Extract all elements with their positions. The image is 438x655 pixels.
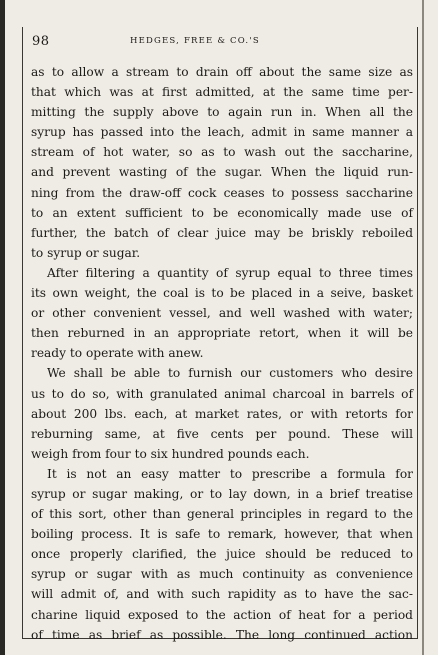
text-line: syrup or sugar with as much continuity as convenience: [31, 567, 413, 582]
text-line: about 200 lbs. each, at market rates, or with retorts for: [31, 406, 413, 421]
text-line: ning from the draw-off cock ceases to possess saccharine: [31, 185, 413, 200]
text-line: ready to operate with anew.: [31, 346, 204, 361]
text-line: that which was at first admitted, at the same time per-: [31, 85, 413, 100]
running-head-title: HEDGES, FREE & CO.'S: [130, 36, 260, 46]
text-line: stream of hot water, so as to wash out the saccharine,: [31, 145, 413, 160]
text-line: After filtering a quantity of syrup equal to three times: [47, 265, 413, 280]
text-line: syrup has passed into the leach, admit in same manner a: [31, 125, 413, 140]
text-line: reburning same, at five cents per pound. These will: [31, 426, 413, 441]
text-line: further, the batch of clear juice may be briskly reboiled: [31, 225, 413, 240]
text-line: or other convenient vessel, and well washed with water;: [31, 306, 413, 321]
page-edge-line: [422, 0, 424, 655]
text-line: We shall be able to furnish our customers who desire: [47, 366, 413, 381]
text-line: us to do so, with granulated animal charcoal in barrels of: [31, 386, 413, 401]
running-head: [32, 34, 412, 54]
text-line: weigh from four to six hundred pounds each.: [31, 446, 310, 461]
text-line: syrup or sugar making, or to lay down, in a brief treatise: [31, 486, 413, 501]
text-line: of time as brief as possible. The long continued action: [31, 627, 413, 642]
page-binding-edge: [0, 0, 5, 655]
page-number: 98: [32, 34, 50, 49]
body-text: [31, 62, 413, 645]
text-line: to an extent sufficient to be economically made use of: [31, 205, 413, 220]
text-line: mitting the supply above to again run in. When all the: [31, 105, 413, 120]
text-line: once properly clarified, the juice should be reduced to: [31, 547, 413, 562]
text-line: boiling process. It is safe to remark, however, that when: [31, 527, 413, 542]
text-line: will admit of, and with such rapidity as to have the sac-: [31, 587, 413, 602]
text-line: then reburned in an appropriate retort, when it will be: [31, 326, 413, 341]
text-line: and prevent wasting of the sugar. When the liquid run-: [31, 165, 413, 180]
text-line: It is not an easy matter to prescribe a formula for: [47, 466, 413, 481]
text-line: as to allow a stream to drain off about the same size as: [31, 65, 413, 79]
text-line: to syrup or sugar.: [31, 245, 141, 260]
text-line: of this sort, other than general principles in regard to the: [31, 507, 413, 522]
text-line: charine liquid exposed to the action of heat for a period: [31, 607, 413, 622]
text-line: its own weight, the coal is to be placed in a seive, basket: [31, 286, 413, 301]
